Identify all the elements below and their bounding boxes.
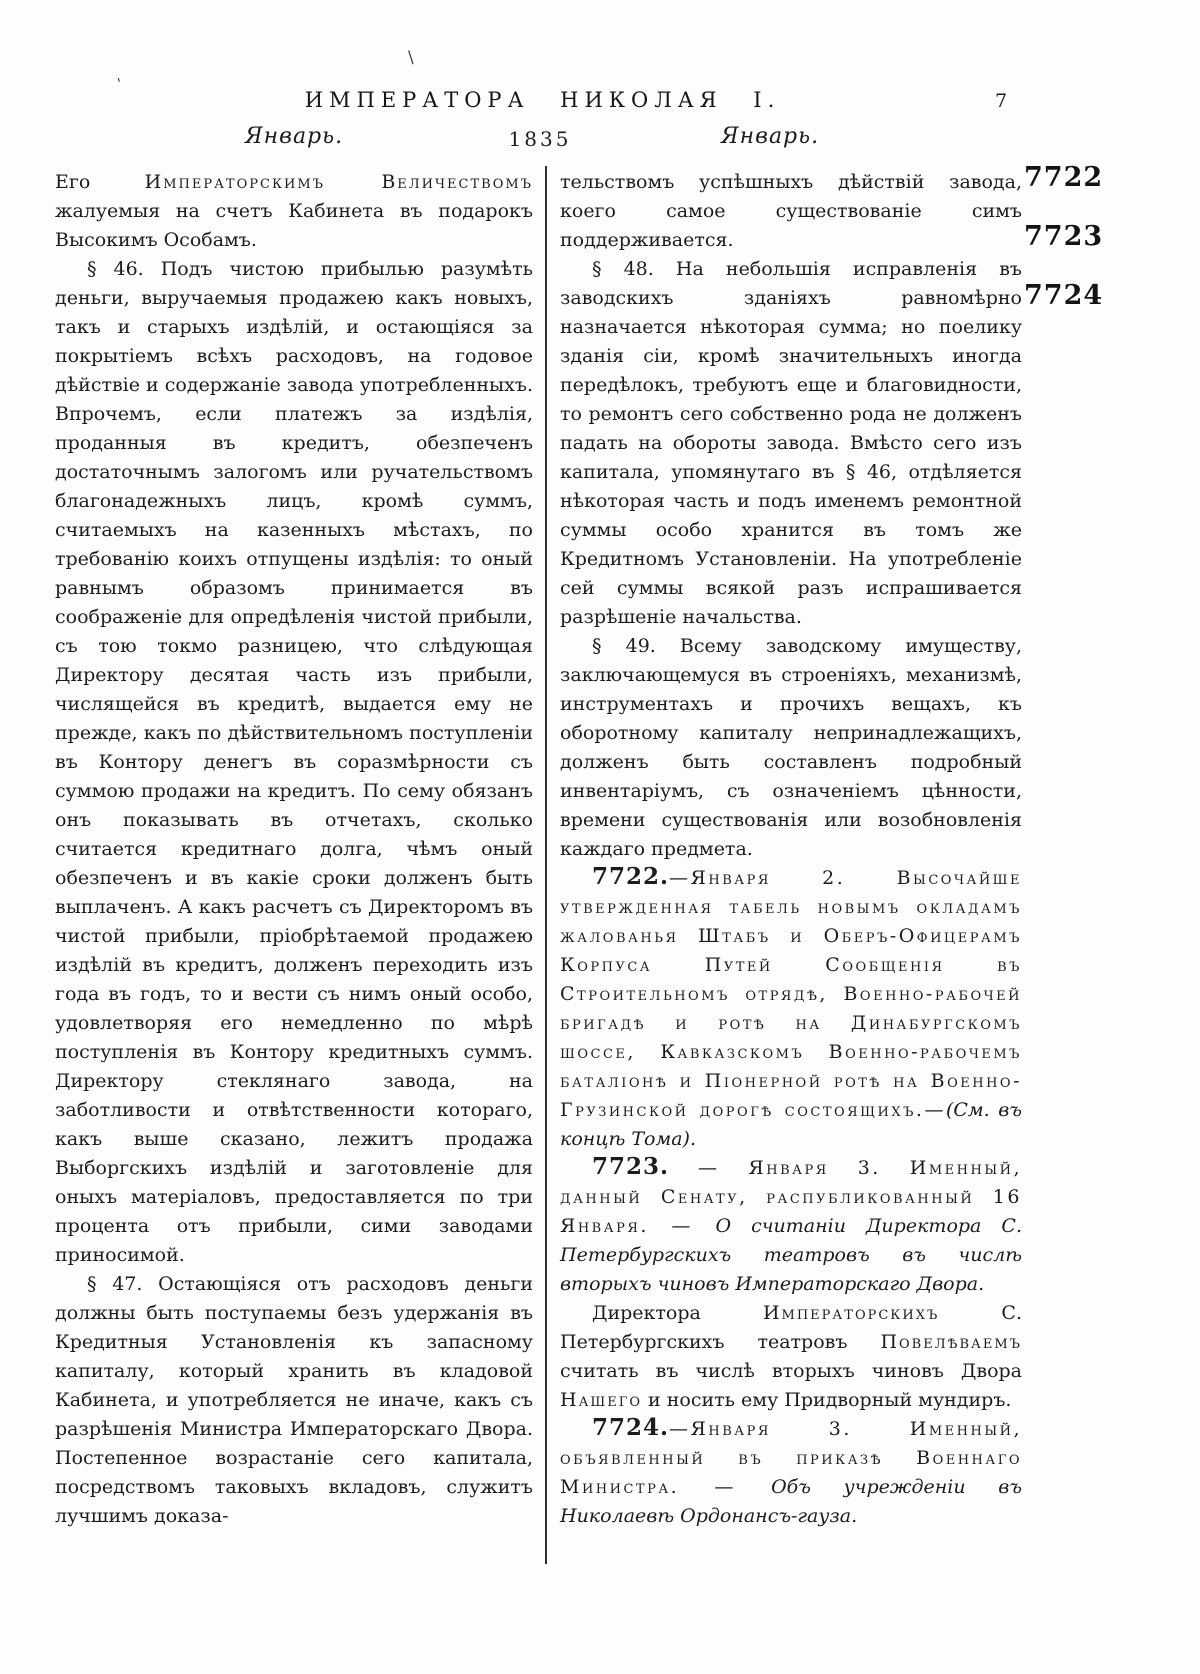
spaced-caps-segment: — Января 3. Именный, данный Сенату, распубликованный 16 Января. —	[560, 1157, 1022, 1237]
law-entry-7724	[560, 1415, 1022, 1531]
margin-law-numbers	[1024, 163, 1114, 340]
paragraph-continuation	[560, 168, 1022, 255]
law-entry-7722	[560, 864, 1022, 1154]
section-49	[560, 632, 1022, 864]
running-head: ИМПЕРАТОРА НИКОЛАЯ I.	[304, 88, 781, 112]
subhead-month-left: Январь.	[244, 124, 344, 149]
section-46	[55, 255, 533, 1270]
text-segment: жалуемыя на счетъ Кабинета въ подарокъ Высокимъ Особамъ.	[55, 200, 533, 251]
text-segment: § 47. Остающіяся отъ расходовъ деньги должны быть поступаемы безъ удержанія въ Кредитныя Установленія къ запасному капиталу, который хранить въ кладовой Кабинета, и употребляется не иначе, какъ съ разрѣшенія Министра Императорскаго Двора. Постепенное возрастаніе сего капитала, посредствомъ таковыхъ вкладовъ, служитъ лучшимъ доказа-	[55, 1273, 533, 1527]
text-segment: Директора	[592, 1302, 763, 1324]
margin-number-7723: 7723	[1024, 221, 1104, 252]
text-segment: § 46. Подъ чистою прибылью разумѣть деньги, выручаемыя продажею какъ новыхъ, такъ и старыхъ издѣлій, и остающіяся за покрытіемъ всѣхъ расходовъ, на годовое дѣйствіе и содержаніе завода употребленныхъ. Впрочемъ, если платежъ за издѣлія, проданныя въ кредитъ, обезпеченъ достаточнымъ залогомъ или ручательствомъ благонадежныхъ лицъ, кромѣ суммъ, считаемыхъ на казенныхъ мѣстахъ, по требованію коихъ отпущены издѣлія: то оный равнымъ образомъ принимается въ соображеніе для опредѣленія чистой прибыли, съ тою токмо разницею, что слѣдующая Директору десятая часть изъ прибыли, числящейся въ кредитѣ, выдается ему не прежде, какъ по дѣйствительномъ поступленіи въ Контору денегъ въ соразмѣрности съ суммою продажи на кредитъ. По сему обязанъ онъ показывать въ отчетахъ, сколько считается кредитнаго долга, чѣмъ оный обезпеченъ и въ какіе сроки долженъ быть выплаченъ. А какъ расчетъ съ Директоромъ въ чистой прибыли, пріобрѣтаемой продажею издѣлій въ кредитъ, долженъ переходить изъ года въ годъ, то и вести съ нимъ оный особо, удовлетворяя его немедленно по мѣрѣ поступленія въ Контору кредитныхъ суммъ. Директору стеклянаго завода, на заботливости и отвѣтственности котораго, какъ выше сказано, лежитъ продажа Выборгскихъ издѣлій и заготовленіе для оныхъ матеріаловъ, предоставляется по три процента отъ прибыли, сими заводами приносимой.	[55, 258, 533, 1266]
smallcaps-segment: Императорскимъ Величествомъ	[144, 171, 533, 193]
entry-number: 7722.	[592, 863, 670, 890]
italic-segment: (См. въ концѣ Тома).	[560, 1099, 1022, 1150]
text-segment: и носить ему Придворный мундиръ.	[642, 1389, 1012, 1411]
smallcaps-segment: Повелѣваемъ	[880, 1331, 1022, 1353]
law-entry-7723	[560, 1154, 1022, 1299]
entry-number: 7724.	[592, 1414, 670, 1441]
text-segment: считать въ числѣ вторыхъ чиновъ Двора	[560, 1360, 1022, 1382]
scan-artifact: '	[115, 75, 124, 93]
text-segment: § 48. На небольшія исправленія въ заводскихъ зданіяхъ равномѣрно назначается нѣкоторая сумма; но поелику зданія сіи, кромѣ значительныхъ иногда передѣлокъ, требуютъ еще и благовидности, то ремонтъ сего собственно рода не долженъ падать на обороты завода. Вмѣсто сего изъ капитала, упомянутаго въ § 46, отдѣляется нѣкоторая часть и подъ именемъ ремонтной суммы особо хранится въ томъ же Кредитномъ Установленіи. На употребленіе сей суммы всякой разъ испрашивается разрѣшеніе начальства.	[560, 258, 1022, 628]
paragraph-continuation	[55, 168, 533, 255]
spaced-caps-segment: —Января 3. Именный, объявленный въ приказѣ Военнаго Министра. —	[560, 1418, 1022, 1498]
italic-segment: О считаніи Директора С. Петербургскихъ театровъ въ числѣ вторыхъ чиновъ Императорскаго Двора.	[560, 1215, 1022, 1295]
italic-segment: Объ учрежденіи въ Николаевѣ Ордонансъ-гауза.	[560, 1476, 1022, 1527]
text-segment: Его	[55, 171, 145, 193]
left-column	[55, 168, 533, 1531]
text-segment: С. Петербургскихъ театровъ	[560, 1302, 1022, 1353]
scan-artifact: \	[408, 48, 414, 68]
text-segment: тельствомъ успѣшныхъ дѣйствій завода, коего самое существованіе симъ поддерживается.	[560, 171, 1022, 251]
entry-number: 7723.	[592, 1153, 670, 1180]
subhead-year: 1835	[508, 127, 572, 151]
subhead-month-right: Январь.	[720, 124, 820, 149]
page-number: 7	[995, 90, 1008, 112]
right-column	[560, 168, 1022, 1531]
margin-number-7722: 7722	[1024, 162, 1104, 193]
column-divider	[545, 166, 547, 1564]
spaced-caps-segment: —Января 2. Высочайше утвержденная табель новымъ окладамъ жалованья Штабъ и Оберъ-Офицерамъ Корпуса Путей Сообщенія въ Строительномъ отрядѣ, Военно-рабочей бригадѣ и ротѣ на Динабургскомъ шоссе, Кавказскомъ Военно-рабочемъ баталіонѣ и Піонерной ротѣ на Военно-Грузинской дорогѣ состоящихъ.—	[560, 867, 1022, 1121]
text-segment: § 49. Всему заводскому имуществу, заключающемуся въ строеніяхъ, механизмѣ, инструментахъ и прочихъ вещахъ, къ оборотному капиталу непринадлежащихъ, долженъ быть составленъ подробный инвентаріумъ, съ означеніемъ цѣнности, времени существованія или возобновленія каждаго предмета.	[560, 635, 1022, 860]
section-48	[560, 255, 1022, 632]
margin-number-7724: 7724	[1024, 280, 1104, 311]
smallcaps-segment: Императорскихъ	[762, 1302, 940, 1324]
smallcaps-segment: Нашего	[560, 1389, 643, 1411]
section-47	[55, 1270, 533, 1531]
entry-7723-body	[560, 1299, 1022, 1415]
